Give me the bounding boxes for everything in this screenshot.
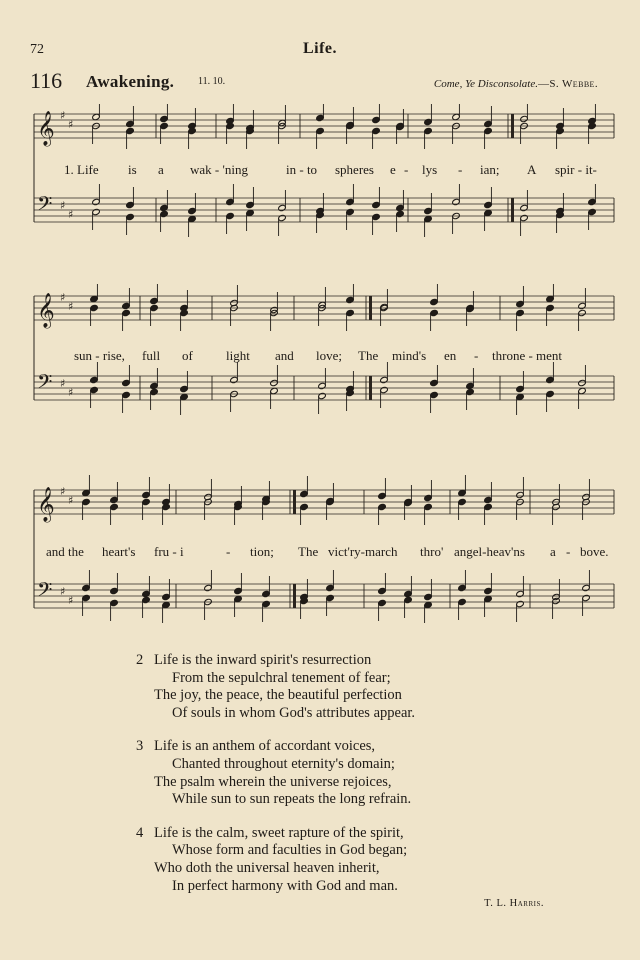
verse-line: Life is the calm, sweet rapture of the spirit, bbox=[154, 824, 404, 841]
treble-clef-icon: 𝄞 bbox=[37, 293, 55, 328]
music-system-2 bbox=[30, 284, 620, 434]
lyric-syllable: spir - it- bbox=[555, 162, 597, 177]
verse-line: The psalm wherein the universe rejoices, bbox=[154, 773, 392, 790]
lyric-syllable: - bbox=[226, 544, 231, 559]
bass-staff bbox=[34, 584, 614, 608]
lyric-syllable: tion; bbox=[250, 544, 274, 559]
verse-4 bbox=[136, 825, 516, 895]
lyric-syllable: heart's bbox=[102, 544, 136, 559]
treble-staff bbox=[34, 296, 614, 320]
sharp-icon: ♯ bbox=[68, 208, 74, 221]
lyric-syllable: bove. bbox=[580, 544, 609, 559]
lyric-syllable: full bbox=[142, 348, 161, 363]
lyric-syllable: light bbox=[226, 348, 250, 363]
lyric-syllable: fru - i bbox=[154, 544, 184, 559]
lyric-syllable: ian; bbox=[480, 162, 500, 177]
bass-clef-icon: 𝄢 bbox=[37, 578, 53, 606]
sharp-icon: ♯ bbox=[68, 118, 74, 131]
composer: —S. Webbe. bbox=[538, 78, 598, 90]
lyric-syllable: The bbox=[358, 348, 379, 363]
verse-line: While sun to sun repeats the long refrain. bbox=[172, 791, 412, 808]
sharp-icon: ♯ bbox=[60, 199, 66, 212]
hymn-meter: 11. 10. bbox=[198, 76, 226, 87]
double-barline bbox=[369, 296, 372, 320]
lyric-syllable: vict'ry-march bbox=[328, 544, 398, 559]
lyric-syllable: en bbox=[444, 348, 457, 363]
sharp-icon: ♯ bbox=[68, 300, 74, 313]
tune-attribution bbox=[434, 78, 598, 90]
lyric-syllable: lys bbox=[422, 162, 438, 177]
author-attribution: T. L. Harris. bbox=[484, 898, 544, 909]
lyric-syllable: and the bbox=[46, 544, 84, 559]
lyric-syllable: is bbox=[128, 162, 137, 177]
tune-name: Come, Ye Disconsolate. bbox=[433, 78, 538, 90]
running-head: Life. bbox=[302, 40, 338, 57]
lyric-syllable: - bbox=[458, 162, 463, 177]
verse-number: 2 bbox=[136, 652, 144, 668]
verse-line: Of souls in whom God's attributes appear. bbox=[172, 704, 416, 721]
verse-3 bbox=[136, 738, 516, 808]
hymn-header bbox=[30, 68, 610, 94]
lyric-syllable: spheres bbox=[335, 162, 374, 177]
sharp-icon: ♯ bbox=[68, 594, 74, 607]
verse-line: From the sepulchral tenement of fear; bbox=[172, 669, 391, 686]
verse-line: The joy, the peace, the beautiful perfection bbox=[154, 687, 402, 704]
lyric-syllable: angel-heav'ns bbox=[454, 544, 525, 559]
sharp-icon: ♯ bbox=[68, 386, 74, 399]
lyric-syllable: a bbox=[550, 544, 556, 559]
sharp-icon: ♯ bbox=[60, 377, 66, 390]
lyric-syllable: wak - 'ning bbox=[190, 162, 248, 177]
verse-line: Whose form and faculties in God began; bbox=[172, 842, 408, 859]
double-barline bbox=[511, 114, 514, 138]
sharp-icon: ♯ bbox=[60, 291, 66, 304]
sharp-icon: ♯ bbox=[68, 494, 74, 507]
lyric-syllable: in - to bbox=[286, 162, 318, 177]
lyric-syllable: e bbox=[390, 162, 396, 177]
lyric-syllable: and bbox=[275, 348, 294, 363]
additional-verses bbox=[136, 652, 516, 911]
double-barline bbox=[511, 198, 514, 222]
double-barline bbox=[369, 376, 372, 400]
verse-line: Life is an anthem of accordant voices, bbox=[154, 738, 376, 755]
verse-line: In perfect harmony with God and man. bbox=[172, 877, 398, 894]
page-number: 72 bbox=[30, 42, 44, 57]
verse-number: 4 bbox=[136, 824, 144, 841]
lyric-syllable: mind's bbox=[392, 348, 427, 363]
sharp-icon: ♯ bbox=[60, 109, 66, 122]
lyric-syllable: of bbox=[182, 348, 193, 363]
lyric-syllable: - bbox=[474, 348, 479, 363]
lyric-syllable: thro' bbox=[420, 544, 444, 559]
hymn-title: Awakening. bbox=[86, 72, 175, 91]
lyric-syllable: 1. Life bbox=[64, 162, 99, 177]
verse-line: Who doth the universal heaven inherit, bbox=[154, 859, 380, 876]
double-barline bbox=[293, 584, 296, 608]
lyric-syllable: love; bbox=[316, 348, 342, 363]
music-system-3 bbox=[30, 470, 620, 640]
lyric-syllable: - bbox=[404, 162, 409, 177]
music-system-1 bbox=[30, 104, 620, 244]
double-barline bbox=[293, 490, 296, 514]
verse-line: Life is the inward spirit's resurrection bbox=[154, 652, 372, 668]
sharp-icon: ♯ bbox=[60, 485, 66, 498]
verse-number: 3 bbox=[136, 738, 144, 755]
lyric-syllable: - bbox=[566, 544, 571, 559]
lyric-syllable: The bbox=[298, 544, 319, 559]
treble-staff bbox=[34, 490, 614, 514]
lyric-syllable: A bbox=[527, 162, 537, 177]
hymn-number: 116 bbox=[30, 68, 63, 93]
bass-clef-icon: 𝄢 bbox=[37, 192, 53, 220]
treble-clef-icon: 𝄞 bbox=[37, 111, 55, 146]
lyric-syllable: sun - rise, bbox=[74, 348, 125, 363]
verse-line: Chanted throughout eternity's domain; bbox=[172, 755, 395, 772]
lyric-syllable: throne - ment bbox=[492, 348, 563, 363]
treble-clef-icon: 𝄞 bbox=[37, 487, 55, 522]
bass-clef-icon: 𝄢 bbox=[37, 370, 53, 398]
lyric-syllable: a bbox=[158, 162, 164, 177]
verse-2 bbox=[136, 652, 516, 722]
sharp-icon: ♯ bbox=[60, 585, 66, 598]
